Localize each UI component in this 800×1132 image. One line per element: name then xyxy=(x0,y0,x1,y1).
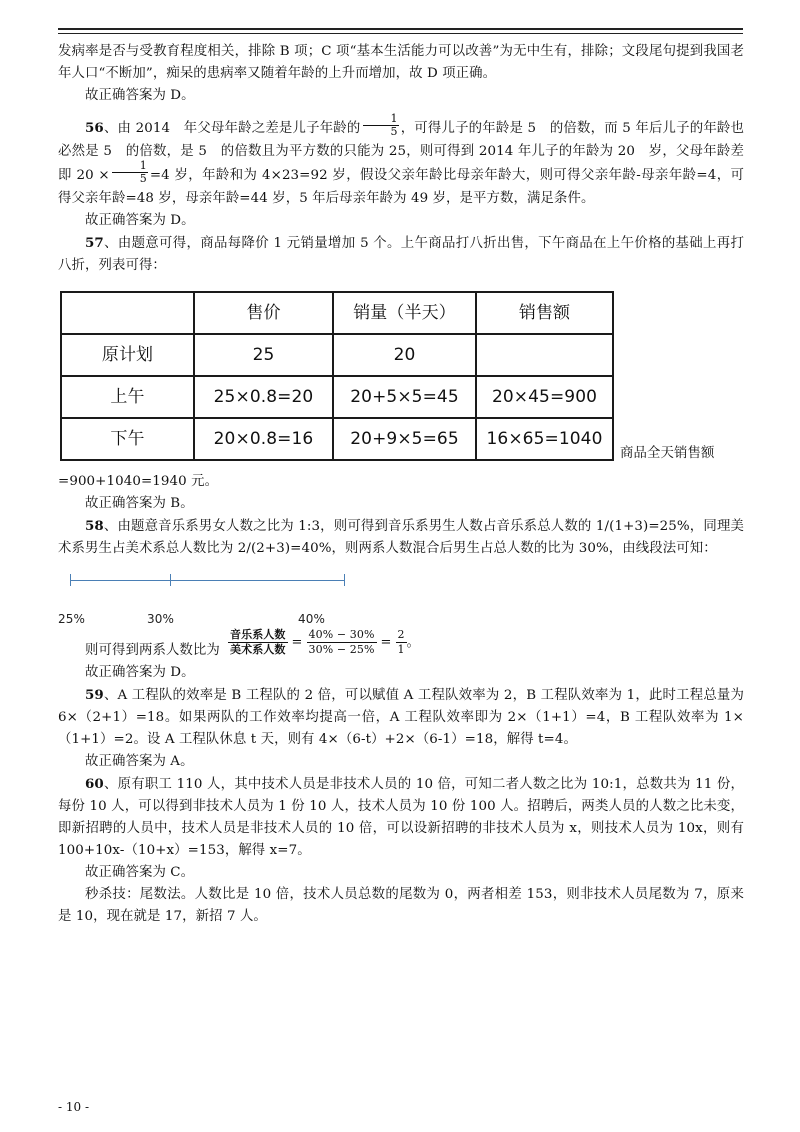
q57-text: 、由题意可得，商品每降价 1 元销量增加 5 个。上午商品打八折出售，下午商品在上午价格的基础上再打八折，列表可得： xyxy=(58,236,744,273)
q59-text: 、A 工程队的效率是 B 工程队的 2 倍，可以赋值 A 工程队效率为 2，B 工程队效率为 1，此时工程总量为 6×（2+1）=18。如果两队的工作效率均提高一倍，A 工程队效率即为 2×（1+1）=4，B 工程队效率为 1×（1+1）=2。设 A 工程队休息 t 天，则有 4×（6-t）+2×（6-1）=18，解得 t=4。 xyxy=(58,688,744,747)
page-number: - 10 - xyxy=(58,1100,90,1114)
ratio-expression xyxy=(228,628,420,657)
page-content xyxy=(58,41,744,928)
table-row-label: 下午 xyxy=(61,418,194,460)
q56-answer: 故正确答案为 D。 xyxy=(85,213,195,228)
table-cell xyxy=(476,334,613,376)
frac-denominator: 5 xyxy=(139,172,147,185)
table-cell: 20+9×5=65 xyxy=(333,418,476,460)
ratio-fraction-left xyxy=(228,628,288,657)
q60-text: 、原有职工 110 人，其中技术人员是非技术人员的 10 倍，可知二者人数之比为 10:1，总数共为 11 份，每份 10 人，可以得到非技术人员为 1 份 10 人，技术人员为 10 份 100 人。招聘后，两类人员的人数之比未变，即新招聘的人员中，技术人员是非技术人员的 10 倍，可以设新招聘的非技术人员为 x，则技术人员为 10x，则有 100+10x-（10+x）=153，解得 x=7。 xyxy=(58,777,744,858)
segment-tick-right xyxy=(344,574,345,586)
header-rule-thin xyxy=(58,33,743,34)
line-segment-diagram xyxy=(58,566,744,628)
segment-tick-mid xyxy=(170,574,171,586)
q59-paragraph xyxy=(58,684,744,751)
table-cell xyxy=(61,292,194,334)
q56-number: 56 xyxy=(85,120,104,136)
table-row xyxy=(61,418,613,460)
frac-numerator: 2 xyxy=(397,628,405,641)
table-row xyxy=(61,334,613,376)
frac-numerator: 1 xyxy=(112,160,148,173)
segment-tick-left xyxy=(70,574,71,586)
q57-paragraph xyxy=(58,232,744,277)
prev-paragraph xyxy=(58,41,744,85)
frac-numerator: 40% − 30% xyxy=(308,628,375,641)
q59-number: 59 xyxy=(85,687,104,703)
table-header-revenue: 销售额 xyxy=(476,292,613,334)
table-row-label: 上午 xyxy=(61,376,194,418)
frac-numerator: 1 xyxy=(363,113,399,126)
frac-denominator: 1 xyxy=(397,643,405,656)
q57-after-table-text: 商品全天销售额 xyxy=(620,446,715,461)
segment-line xyxy=(70,580,344,581)
ratio-fraction-mid xyxy=(307,628,377,657)
segment-label-mid: 30% xyxy=(147,612,174,626)
table-cell: 25 xyxy=(194,334,333,376)
ratio-tail: 。 xyxy=(406,635,420,650)
q57-answer: 故正确答案为 B。 xyxy=(85,496,194,511)
prev-line-1: 发病率是否与受教育程度相关，排除 B 项；C 项“基本生活能力可以改善”为无中生有，排除；文段尾句提到 xyxy=(58,44,704,59)
prev-line-2: 我国老年人口“不断加”，痴呆的患病率又随着年龄的上升而增加，故 D 项正确。 xyxy=(58,44,744,81)
table-header-row xyxy=(61,292,613,334)
table-cell: 20×0.8=16 xyxy=(194,418,333,460)
q60-number: 60 xyxy=(85,776,104,792)
segment-label-left: 25% xyxy=(58,612,85,626)
ratio-fraction-right xyxy=(396,628,407,657)
q57-continuation: =900+1040=1940 元。 xyxy=(58,474,219,489)
table-header-price: 售价 xyxy=(194,292,333,334)
table-cell: 20 xyxy=(333,334,476,376)
q56-paragraph xyxy=(58,112,744,210)
table-row xyxy=(61,376,613,418)
q57-number: 57 xyxy=(85,235,104,251)
table-cell: 25×0.8=20 xyxy=(194,376,333,418)
header-rule-thick xyxy=(58,28,743,30)
table-header-volume: 销量（半天） xyxy=(333,292,476,334)
equals-sign: = xyxy=(380,634,392,650)
q58-paragraph xyxy=(58,515,744,560)
q56-text-c: =4 岁，年龄和为 4×23=92 岁，假设父亲年龄比母亲年龄大，则可得父亲年龄-母亲年龄=4，可得父亲年龄=48 岁，母亲年龄=44 岁，5 年后母亲年龄为 49 岁，是平方数，满足条件。 xyxy=(58,168,744,206)
equals-sign: = xyxy=(291,634,303,650)
q58-answer: 故正确答案为 D。 xyxy=(85,665,195,680)
frac-denominator: 美术系人数 xyxy=(230,643,286,656)
ratio-label: 则可得到两系人数比为 xyxy=(85,643,220,658)
table-cell: 16×65=1040 xyxy=(476,418,613,460)
table-cell: 20×45=900 xyxy=(476,376,613,418)
q59-answer: 故正确答案为 A。 xyxy=(85,754,194,769)
q58-ratio-line xyxy=(58,628,744,662)
table-cell: 20+5×5=45 xyxy=(333,376,476,418)
frac-numerator: 音乐系人数 xyxy=(230,628,286,641)
q60-tip: 秒杀技：尾数法。人数比是 10 倍，技术人员总数的尾数为 0，两者相差 153，则非技术人员尾数为 7，原来是 10，现在就是 17，新招 7 人。 xyxy=(58,887,744,924)
table-row-label: 原计划 xyxy=(61,334,194,376)
q60-answer: 故正确答案为 C。 xyxy=(85,865,195,880)
q56-text-a: 、由 2014 年父母年龄之差是儿子年龄的 xyxy=(103,121,361,136)
q60-paragraph xyxy=(58,773,744,862)
q57-table-block xyxy=(58,291,744,471)
segment-label-right: 40% xyxy=(298,612,325,626)
q56-text-b: ，可得儿子的年龄是 5 的倍数，而 5 年后儿子的年龄也必然是 5 的倍数，是 5 的倍数且为平方数的只能为 25，则可得到 2014 年儿子的年龄为 20 岁，父母年龄差即 20 × xyxy=(58,121,744,183)
frac-denominator: 5 xyxy=(390,125,398,138)
prev-answer: 故正确答案为 D。 xyxy=(85,88,195,103)
frac-denominator: 30% − 25% xyxy=(308,643,375,656)
price-table xyxy=(60,291,614,461)
q56-fraction-a xyxy=(363,113,399,138)
q58-text: 、由题意音乐系男女人数之比为 1:3，则可得到音乐系男生人数占音乐系总人数的 1/(1+3)=25%，同理美术系男生占美术系总人数比为 2/(2+3)=40%，则两系人数混合后男生占总人数的比为 30%，由线段法可知： xyxy=(58,519,744,556)
q58-number: 58 xyxy=(85,518,104,534)
q56-fraction-b xyxy=(112,160,148,185)
